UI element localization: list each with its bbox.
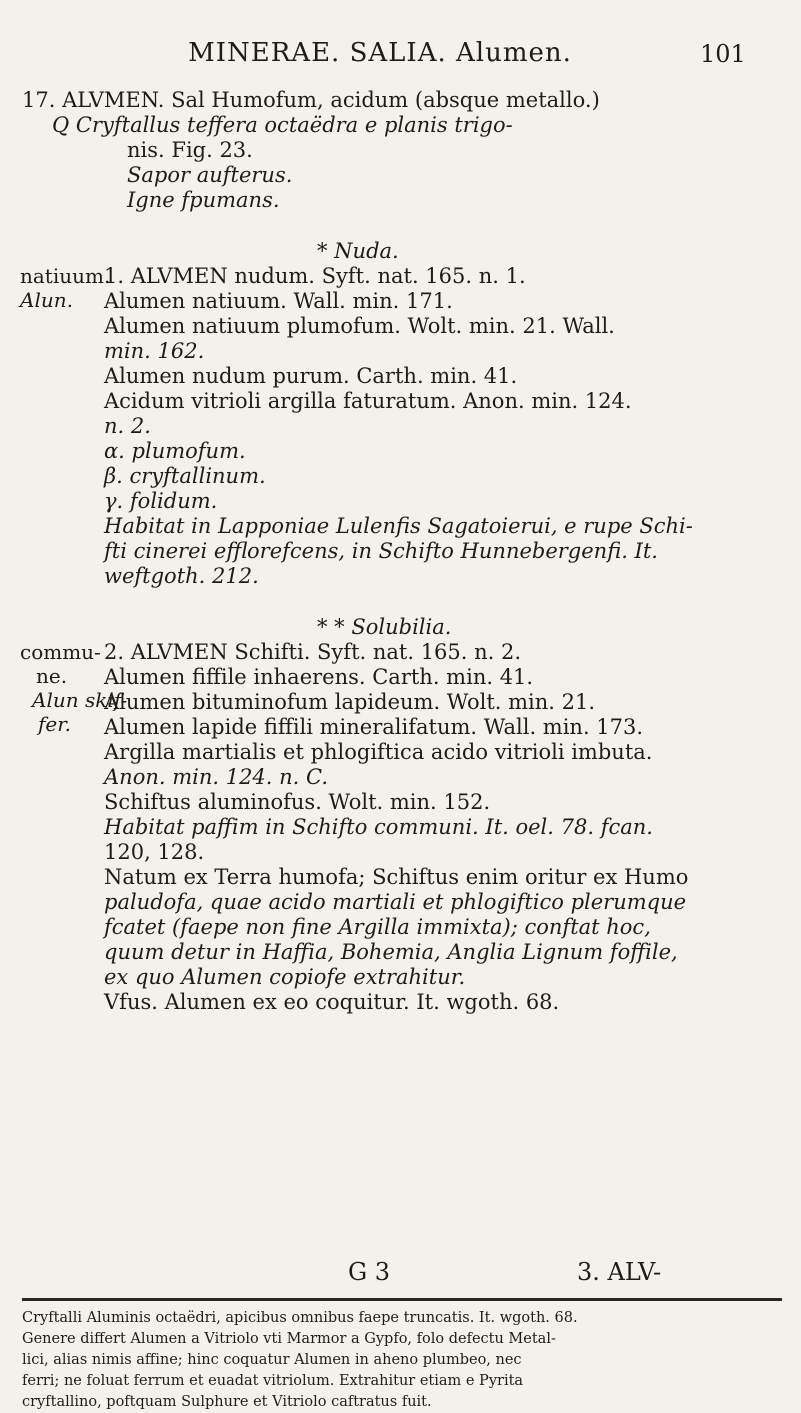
entry-solubilia <box>22 640 782 1015</box>
footnote-rule <box>22 1298 782 1301</box>
nuda-line: Alumen natiuum plumofum. Wolt. min. 21. Wall. <box>104 314 615 338</box>
section-heading-solubilia: * * Solubilia. <box>317 615 452 639</box>
nuda-line: α. plumofum. <box>104 439 246 463</box>
solubilia-line: Argilla martialis et phlogiftica acido vitrioli imbuta. <box>104 740 653 764</box>
solubilia-line: Habitat paffim in Schifto communi. It. oel. 78. fcan. <box>104 815 653 839</box>
running-header: MINERAE. SALIA. Alumen. <box>188 38 572 68</box>
nuda-line: Habitat in Lapponiae Lulenfis Sagatoierui, e rupe Schi- <box>104 514 693 538</box>
margin-note: natiuum. <box>20 264 111 288</box>
nuda-line: Acidum vitrioli argilla faturatum. Anon. min. 124. <box>104 389 632 413</box>
nuda-line: n. 2. <box>104 414 151 438</box>
main-text <box>22 88 782 1015</box>
solubilia-line: 120, 128. <box>104 840 205 864</box>
nuda-line: 1. ALVMEN nudum. Syft. nat. 165. n. 1. <box>104 264 526 288</box>
catchword: 3. ALV- <box>577 1258 662 1286</box>
nuda-line: weftgoth. 212. <box>104 564 259 588</box>
nuda-line: min. 162. <box>104 339 205 363</box>
solubilia-line: Alumen fiffile inhaerens. Carth. min. 41. <box>104 665 534 689</box>
entry-17-line: Sapor aufterus. <box>127 163 293 187</box>
solubilia-line: fcatet (faepe non fine Argilla immixta); conftat hoc, <box>104 915 651 939</box>
solubilia-line: Vfus. Alumen ex eo coquitur. It. wgoth. 68. <box>104 990 560 1014</box>
margin-note: commu- <box>20 640 101 664</box>
margin-note: ne. <box>36 664 68 688</box>
solubilia-line: Natum ex Terra humofa; Schiftus enim oritur ex Humo <box>104 865 689 889</box>
entry-17-line: 17. ALVMEN. Sal Humofum, acidum (absque metallo.) <box>22 88 600 112</box>
solubilia-line: Schiftus aluminofus. Wolt. min. 152. <box>104 790 491 814</box>
nuda-line: γ. folidum. <box>104 489 218 513</box>
page-number: 101 <box>700 40 746 68</box>
nuda-line: fti cinerei efflorefcens, in Schifto Hunnebergenfi. It. <box>104 539 658 563</box>
solubilia-line: 2. ALVMEN Schifti. Syft. nat. 165. n. 2. <box>104 640 522 664</box>
footnote: Cryftalli Aluminis octaëdri, apicibus omnibus faepe truncatis. It. wgoth. 68. Genere differt Alumen a Vitriolo vti Marmor a Gypfo, folo defectu Metal- lici, alias nimis affine; hinc coquatur Alumen in aheno plumbeo, nec ferri; ne foluat ferrum et euadat vitriolum. Extrahitur etiam e Pyrita cryftallino, poftquam Sulphure et Vitriolo caftratus fuit. <box>22 1310 578 1410</box>
margin-note: Alun. <box>20 288 73 312</box>
nuda-line: Alumen nudum purum. Carth. min. 41. <box>104 364 518 388</box>
margin-note: Alun skif- <box>32 688 128 712</box>
solubilia-line: Alumen bituminofum lapideum. Wolt. min. 21. <box>104 690 596 714</box>
entry-17 <box>22 88 782 213</box>
nuda-line: Alumen natiuum. Wall. min. 171. <box>104 289 453 313</box>
entry-17-line: nis. Fig. 23. <box>127 138 253 162</box>
signature-mark: G 3 <box>348 1258 391 1286</box>
entry-17-line: Q Cryftallus teffera octaëdra e planis trigo- <box>52 113 513 137</box>
margin-note: fer. <box>38 712 71 736</box>
solubilia-line: Alumen lapide fiffili mineralifatum. Wall. min. 173. <box>104 715 644 739</box>
solubilia-line: ex quo Alumen copiofe extrahitur. <box>104 965 466 989</box>
entry-nuda <box>22 264 782 589</box>
solubilia-line: Anon. min. 124. n. C. <box>104 765 329 789</box>
solubilia-line: paludofa, quae acido martiali et phlogiftico plerumque <box>104 890 687 914</box>
solubilia-line: quum detur in Haffia, Bohemia, Anglia Lignum foffile, <box>104 940 678 964</box>
section-heading-nuda: * Nuda. <box>317 239 399 263</box>
nuda-line: β. cryftallinum. <box>104 464 266 488</box>
entry-17-line: Igne fpumans. <box>127 188 280 212</box>
